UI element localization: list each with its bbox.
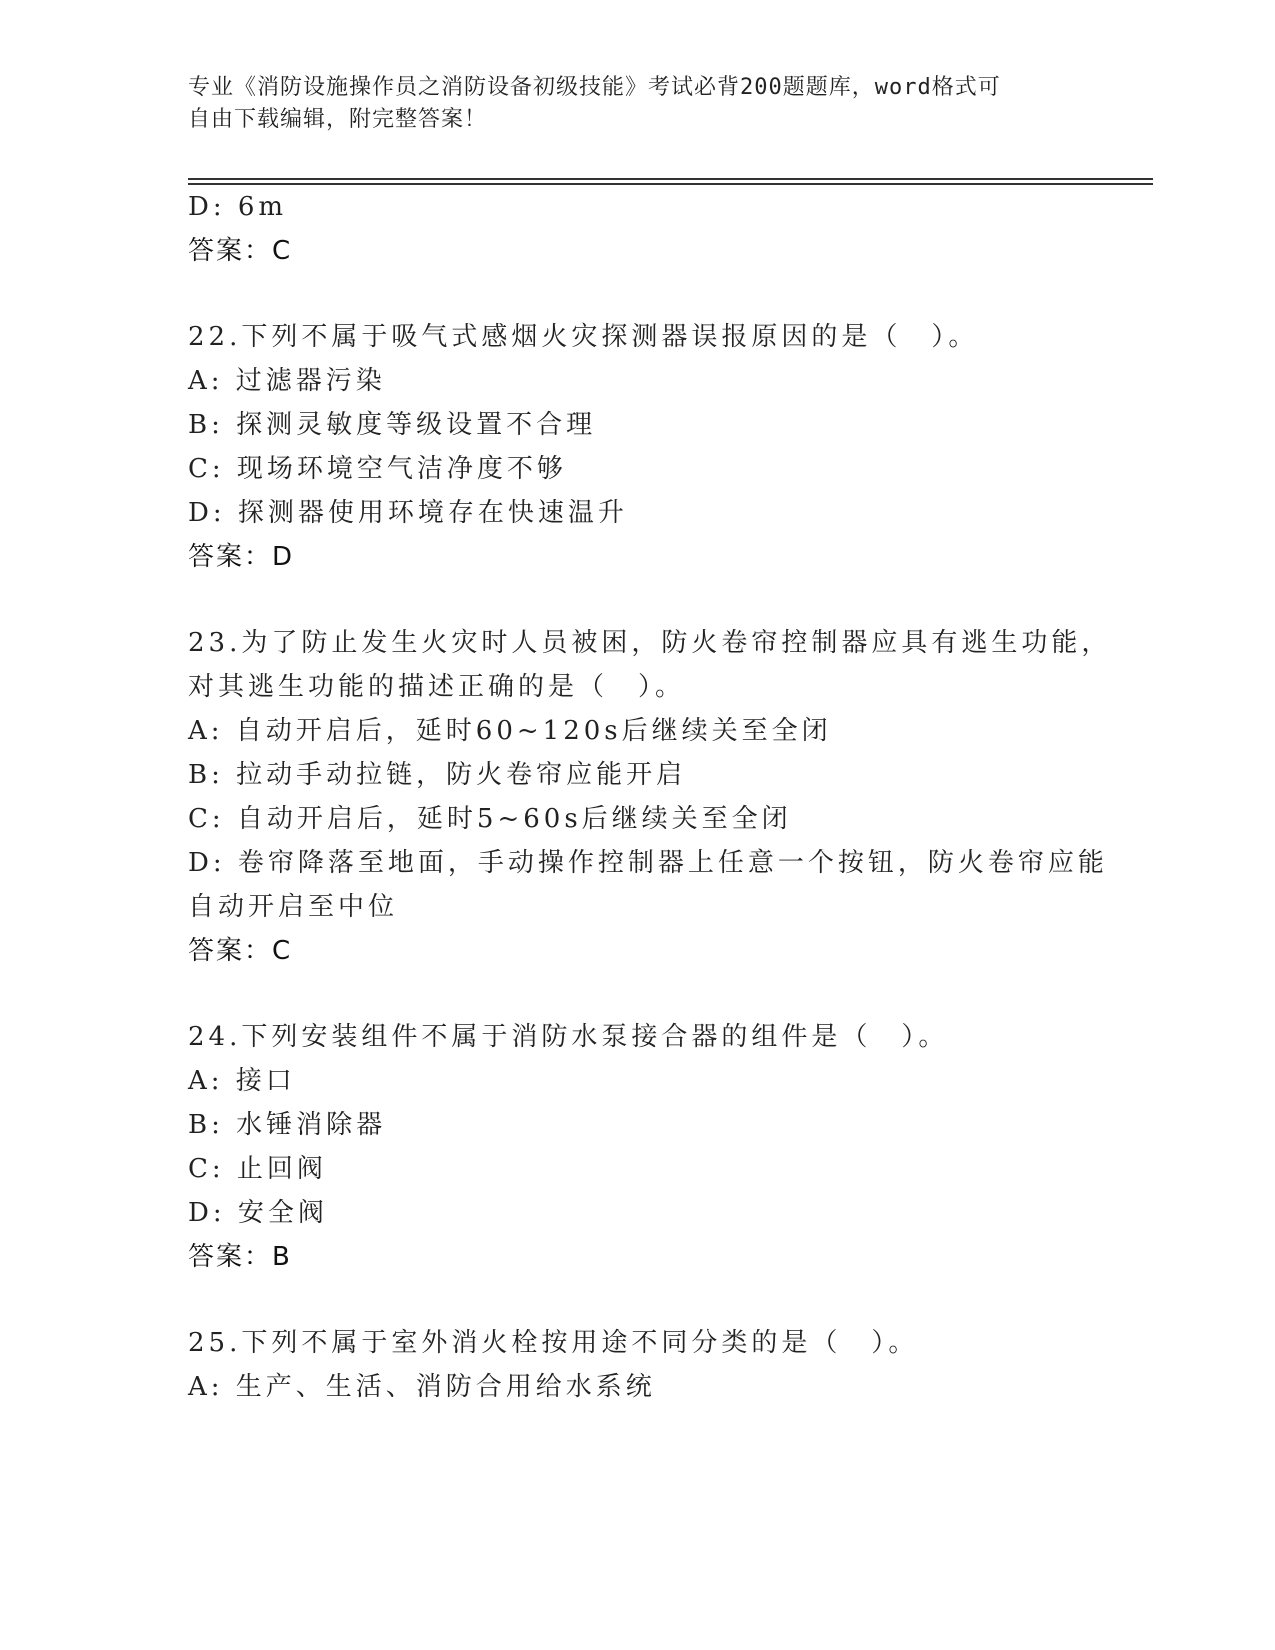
q23-option-a: A: 自动开启后，延时60~120s后继续关至全闭	[188, 716, 832, 746]
q23-option-c: C: 自动开启后，延时5~60s后继续关至全闭	[188, 804, 792, 834]
q24-answer: 答案：B	[188, 1242, 292, 1272]
q22-option-c: C: 现场环境空气洁净度不够	[188, 454, 567, 484]
header-line-1: 专业《消防设施操作员之消防设备初级技能》考试必背200题题库，word格式可	[188, 75, 1001, 100]
q25-option-a: A: 生产、生活、消防合用给水系统	[188, 1372, 656, 1402]
q24-option-b: B: 水锤消除器	[188, 1110, 387, 1140]
q23-option-d-continued: 自动开启至中位	[188, 892, 399, 922]
q22-option-a: A: 过滤器污染	[188, 366, 386, 396]
q24-option-d: D: 安全阀	[188, 1198, 328, 1228]
q22-answer: 答案：D	[188, 542, 295, 572]
q22-stem: 22.下列不属于吸气式感烟火灾探测器误报原因的是（ ）。	[188, 322, 979, 352]
header-divider-bottom	[188, 183, 1153, 185]
q22-option-d: D: 探测器使用环境存在快速温升	[188, 498, 628, 528]
q23-option-b: B: 拉动手动拉链，防火卷帘应能开启	[188, 760, 687, 790]
q23-answer: 答案：C	[188, 936, 293, 966]
q24-stem: 24.下列安装组件不属于消防水泵接合器的组件是（ ）。	[188, 1022, 949, 1052]
q21-option-d: D: 6m	[188, 192, 288, 222]
header-divider-top	[188, 178, 1153, 180]
q22-option-b: B: 探测灵敏度等级设置不合理	[188, 410, 597, 440]
q24-option-a: A: 接口	[188, 1066, 296, 1096]
q24-option-c: C: 止回阀	[188, 1154, 327, 1184]
q23-stem-line1: 23.为了防止发生火灾时人员被困，防火卷帘控制器应具有逃生功能，	[188, 628, 1112, 658]
q23-option-d: D: 卷帘降落至地面，手动操作控制器上任意一个按钮，防火卷帘应能	[188, 848, 1108, 878]
header-line-2: 自由下载编辑，附完整答案！	[188, 107, 488, 132]
q21-answer: 答案：C	[188, 236, 293, 266]
q23-stem-line2: 对其逃生功能的描述正确的是（ ）。	[188, 672, 686, 702]
document-header	[188, 72, 1088, 136]
q25-stem: 25.下列不属于室外消火栓按用途不同分类的是（ ）。	[188, 1328, 919, 1358]
